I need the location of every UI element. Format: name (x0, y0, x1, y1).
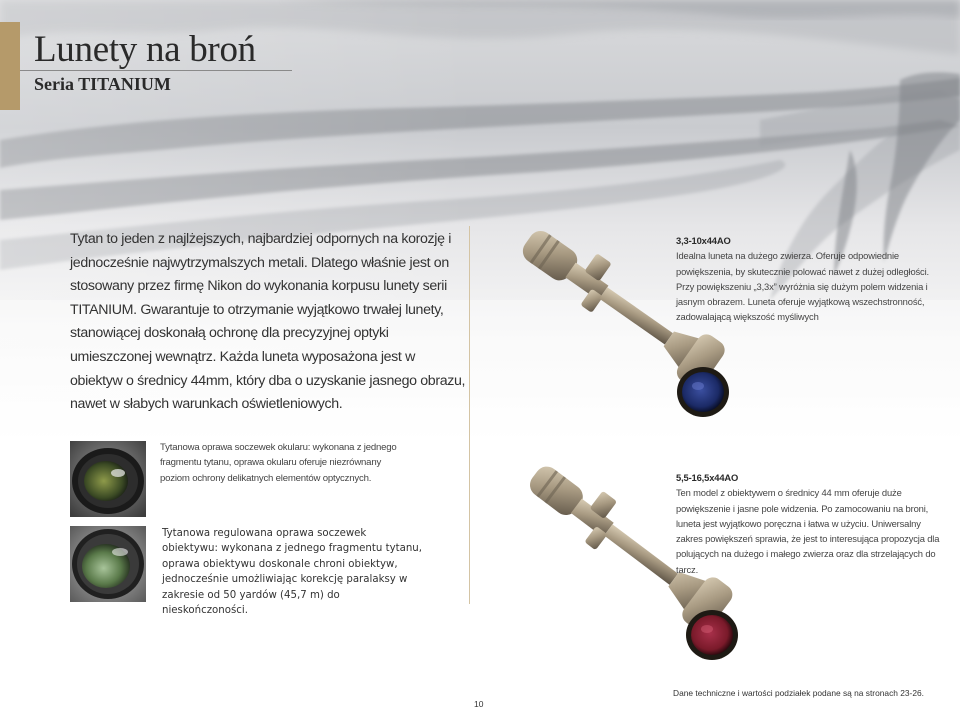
product-name: 3,3-10x44AO (676, 235, 731, 246)
page-subtitle: Seria TITANIUM (34, 74, 171, 94)
intro-paragraph: Tytan to jeden z najlżejszych, najbardziej odpornych na korozję i jednocześnie najwytrzymalszych metali. Dlatego właśnie jest on stosowany przez firmę Nikon do wykonania korpusu lunety serii TITANIUM. Gwarantuje to otrzymanie wyjątkowo trwałej lunety, stanowiącej doskonałą ochronę dla precyzyjnej optyki umieszczonej wewnątrz. Każda luneta wyposażona jest w obiektyw o średnicy 44mm, który dba o uzyskanie jasnego obrazu, nawet w słabych warunkach oświetleniowych. (70, 231, 466, 413)
product-name: 5,5-16,5x44AO (676, 472, 739, 483)
product-card-5-5-16-5x44ao (676, 470, 941, 577)
product-description: Ten model z obiektywem o średnicy 44 mm oferuje duże powiększenie i jasne pole widzenia. Po zamocowaniu na broni, luneta jest wyjątkowo poręczna i łatwa w użyciu. Uniwersalny zakres powiększeń sprawia, że jest to interesująca propozycja dla polujących na dużego i małego zwierza oraz dla strzelających do tarcz. (676, 487, 940, 575)
eyepiece-lens-icon (70, 441, 146, 517)
accent-tab (0, 22, 20, 110)
column-divider (469, 226, 470, 604)
page-number: 10 (474, 699, 484, 709)
product-description: Idealna luneta na dużego zwierza. Oferuje odpowiednie powiększenia, by skutecznie polować nawet z dużej odległości. Przy powiększeniu „3,3x” wyróżnia się dużym polem widzenia i jasnym obrazem. Luneta oferuje wyjątkową wszechstronność, zadowalającą większość myśliwych (676, 250, 929, 323)
objective-caption: Tytanowa regulowana oprawa soczewek obiektywu: wykonana z jednego fragmentu tytanu, oprawa obiektywu doskonale chroni obiektyw, jednocześnie umożliwiając korekcję paralaksy w zakresie od 50 yardów (45,7 m) do nieskończoności. (162, 528, 422, 617)
footnote: Dane techniczne i wartości podziałek podane są na stronach 23-26. (673, 688, 924, 698)
objective-lens-icon (70, 526, 146, 602)
product-card-3-3-10x44ao (676, 233, 936, 325)
page-title: Lunety na broń (34, 29, 256, 70)
eyepiece-caption: Tytanowa oprawa soczewek okularu: wykonana z jednego fragmentu tytanu, oprawa okularu oferuje niezrównany poziom ochrony delikatnych elementów optycznych. (160, 442, 397, 484)
